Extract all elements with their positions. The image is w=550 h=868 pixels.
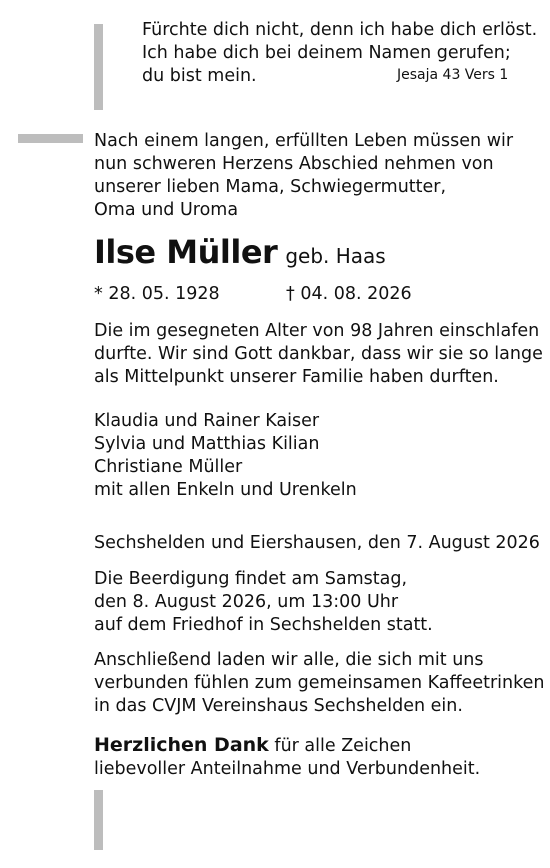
funeral-line: auf dem Friedhof in Sechshelden statt.	[94, 615, 433, 635]
top-vertical-bar	[94, 24, 103, 110]
reception-line: verbunden fühlen zum gemeinsamen Kaffeetrinken	[94, 673, 545, 693]
message-line: durfte. Wir sind Gott dankbar, dass wir sie so lange	[94, 344, 543, 364]
funeral-info	[94, 568, 433, 637]
message-text	[94, 320, 543, 389]
bottom-vertical-bar	[94, 790, 103, 850]
intro-text	[94, 130, 513, 222]
intro-line: Nach einem langen, erfüllten Leben müssen wir	[94, 131, 514, 151]
mourner-line: mit allen Enkeln und Urenkeln	[94, 480, 357, 500]
reception-info	[94, 649, 544, 718]
verse-line: Fürchte dich nicht, denn ich habe dich erlöst.	[142, 20, 538, 40]
verse-line: Ich habe dich bei deinem Namen gerufen;	[142, 43, 511, 63]
funeral-line: Die Beerdigung findet am Samstag,	[94, 569, 408, 589]
mourner-line: Sylvia und Matthias Kilian	[94, 434, 320, 454]
deceased-name: Ilse Müller	[94, 233, 278, 271]
message-line: Die im gesegneten Alter von 98 Jahren einschlafen	[94, 321, 540, 341]
maiden-name: geb. Haas	[285, 244, 386, 268]
thanks-heading: Herzlichen Dank	[94, 734, 269, 756]
deceased-name-block	[94, 233, 386, 271]
intro-line: Oma und Uroma	[94, 200, 239, 220]
place-date: Sechshelden und Eiershausen, den 7. August 2026	[94, 533, 540, 553]
mourners-list	[94, 410, 357, 502]
death-date: † 04. 08. 2026	[286, 284, 412, 304]
intro-line: nun schweren Herzens Abschied nehmen von	[94, 154, 494, 174]
mourner-line: Christiane Müller	[94, 457, 243, 477]
mourner-line: Klaudia und Rainer Kaiser	[94, 411, 320, 431]
intro-line: unserer lieben Mama, Schwiegermutter,	[94, 177, 447, 197]
birth-date: * 28. 05. 1928	[94, 284, 220, 304]
reception-line: Anschließend laden wir alle, die sich mit uns	[94, 650, 484, 670]
thanks-text	[94, 734, 480, 781]
verse-reference: Jesaja 43 Vers 1	[397, 67, 509, 83]
thanks-line: liebevoller Anteilnahme und Verbundenheit.	[94, 759, 481, 779]
verse-line: du bist mein.	[142, 66, 257, 86]
reception-line: in das CVJM Vereinshaus Sechshelden ein.	[94, 696, 463, 716]
thanks-rest: für alle Zeichen	[274, 736, 412, 756]
left-horizontal-bar	[18, 134, 83, 143]
message-line: als Mittelpunkt unserer Familie haben durften.	[94, 367, 499, 387]
funeral-line: den 8. August 2026, um 13:00 Uhr	[94, 592, 399, 612]
